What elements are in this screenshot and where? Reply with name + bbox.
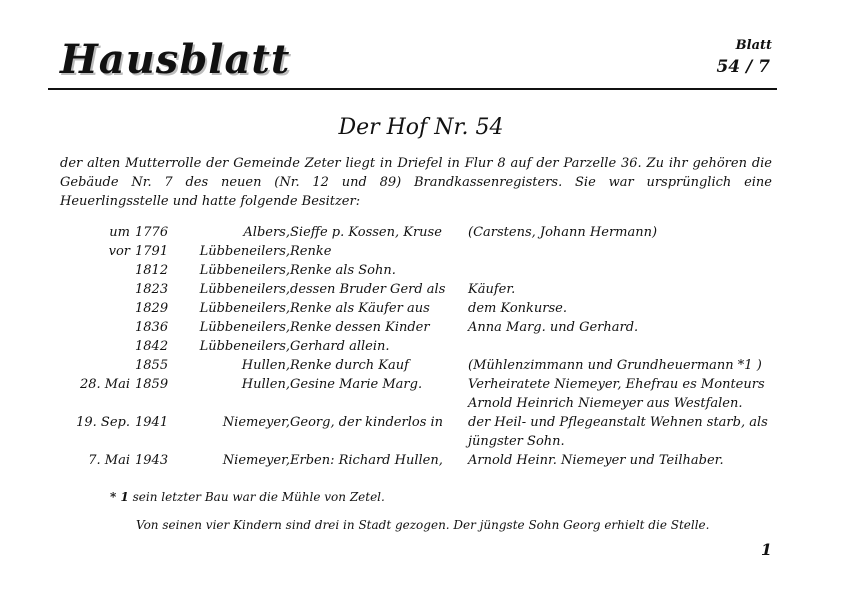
owner-note: dem Konkurse.	[468, 301, 567, 316]
closing-paragraph: Von seinen vier Kindern sind drei in Stadt gezogen. Der jüngste Sohn Georg erhielt die Stelle.	[136, 518, 710, 532]
owner-family-name: Lübbeneilers,	[199, 320, 290, 335]
owner-row	[60, 375, 780, 413]
owner-year: 1943	[135, 453, 169, 468]
owner-family-name: Niemeyer,	[222, 453, 290, 468]
owner-row	[60, 356, 780, 375]
footnote-marker: * 1	[110, 490, 129, 504]
owner-year: 1823	[135, 282, 169, 297]
owner-row	[60, 451, 780, 470]
owner-year: 1855	[135, 358, 169, 373]
owner-register	[60, 223, 780, 470]
owner-given-name: Gesine Marie Marg.	[290, 377, 423, 392]
owner-given-name: Erben: Richard Hullen,	[290, 453, 443, 468]
owner-date-prefix: 19. Sep.	[76, 415, 130, 430]
owner-note: (Carstens, Johann Hermann)	[468, 225, 658, 240]
owner-note: Verheiratete Niemeyer, Ehefrau es Monteurs Arnold Heinrich Niemeyer aus Westfalen.	[468, 377, 765, 411]
owner-family-name: Lübbeneilers,	[199, 301, 290, 316]
page-header-title: Hausblatt	[60, 36, 291, 83]
owner-year: 1812	[135, 263, 169, 278]
owner-given-name: Renke	[290, 244, 332, 259]
owner-date-prefix: 28. Mai	[79, 377, 130, 392]
owner-date-prefix: um	[109, 225, 130, 240]
owner-note: (Mühlenzimmann und Grundheuermann *1 )	[468, 358, 762, 373]
sheet-number: 54 / 7	[716, 57, 770, 77]
owner-year: 1859	[135, 377, 169, 392]
document-title: Der Hof Nr. 54	[338, 115, 504, 140]
owner-note: Anna Marg. und Gerhard.	[468, 320, 639, 335]
owner-year: 1836	[135, 320, 169, 335]
owner-given-name: Renke als Käufer aus	[290, 301, 430, 316]
owner-given-name: dessen Bruder Gerd als	[290, 282, 446, 297]
owner-date-prefix: vor	[108, 244, 130, 259]
owner-row	[60, 318, 780, 337]
owner-year: 1829	[135, 301, 169, 316]
header-divider	[48, 88, 777, 90]
owner-row	[60, 242, 780, 261]
owner-given-name: Georg, der kinderlos in	[290, 415, 444, 430]
footnote-text: sein letzter Bau war die Mühle von Zetel.	[132, 490, 385, 504]
owner-given-name: Sieffe p. Kossen, Kruse	[290, 225, 442, 240]
owner-family-name: Lübbeneilers,	[199, 263, 290, 278]
owner-row	[60, 299, 780, 318]
owner-given-name: Renke dessen Kinder	[290, 320, 430, 335]
owner-family-name: Lübbeneilers,	[199, 339, 290, 354]
owner-row	[60, 337, 780, 356]
owner-family-name: Hullen,	[241, 358, 290, 373]
owner-date-prefix: 7. Mai	[88, 453, 130, 468]
owner-note: Arnold Heinr. Niemeyer und Teilhaber.	[468, 453, 724, 468]
owner-year: 1842	[135, 339, 169, 354]
intro-paragraph: der alten Mutterrolle der Gemeinde Zeter liegt in Driefel in Flur 8 auf der Parzelle 36. Zu ihr gehören die Gebäude Nr. 7 des neuen (Nr. 12 und 89) Brandkassenregisters. Sie war ursprünglich eine Heuerlingsstelle und hatte folgende Besitzer:	[60, 156, 772, 209]
owner-note: Käufer.	[468, 282, 516, 297]
owner-year: 1941	[135, 415, 169, 430]
footnote	[110, 490, 385, 504]
owner-row	[60, 280, 780, 299]
owner-family-name: Niemeyer,	[222, 415, 290, 430]
owner-row	[60, 223, 780, 242]
owner-note: der Heil- und Pflegeanstalt Wehnen starb, als jüngster Sohn.	[468, 415, 768, 449]
owner-given-name: Gerhard allein.	[290, 339, 390, 354]
page-number: 1	[760, 540, 772, 559]
owner-given-name: Renke durch Kauf	[290, 358, 409, 373]
owner-year: 1776	[135, 225, 169, 240]
owner-family-name: Lübbeneilers,	[199, 282, 290, 297]
owner-family-name: Hullen,	[241, 377, 290, 392]
owner-given-name: Renke als Sohn.	[290, 263, 396, 278]
owner-family-name: Albers,	[243, 225, 290, 240]
owner-row	[60, 413, 780, 451]
owner-row	[60, 261, 780, 280]
owner-family-name: Lübbeneilers,	[199, 244, 290, 259]
owner-year: 1791	[135, 244, 169, 259]
sheet-label: Blatt	[735, 38, 772, 53]
